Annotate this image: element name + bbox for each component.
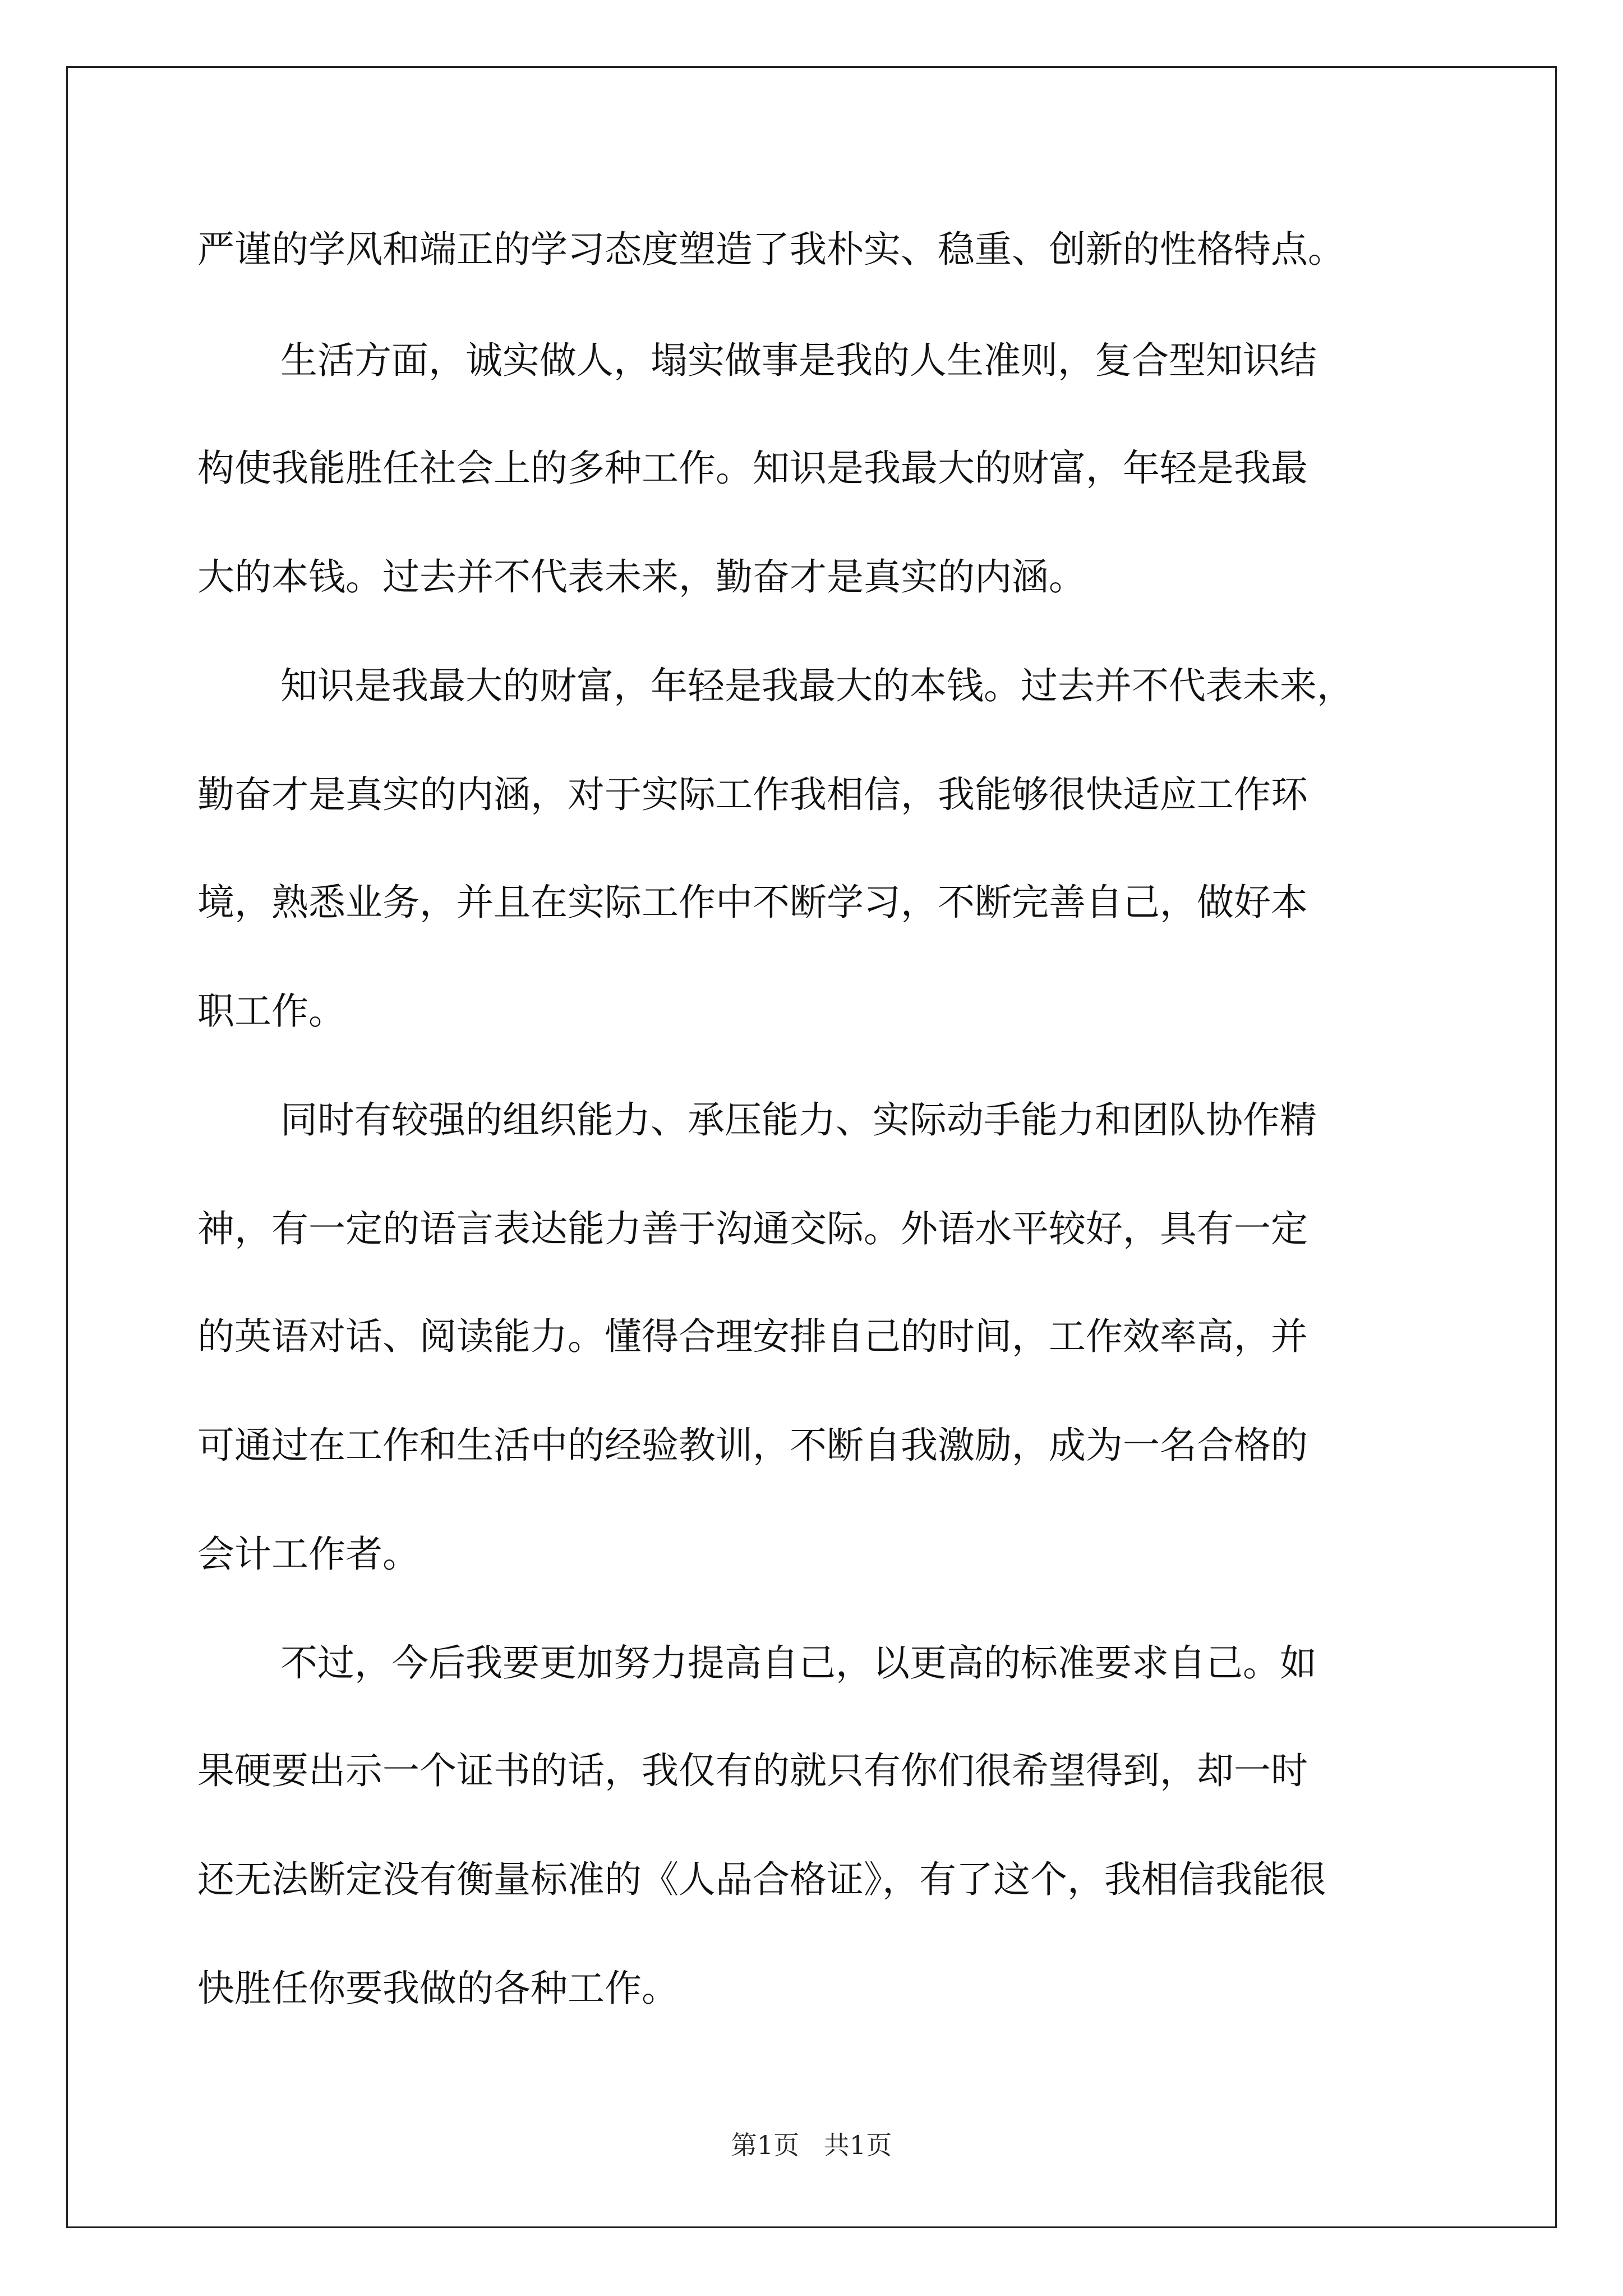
- paragraph-line: 知识是我最大的财富，年轻是我最大的本钱。过去并不代表未来，: [280, 664, 1354, 707]
- paragraph-line: 快胜任你要我做的各种工作。: [197, 1967, 679, 2010]
- paragraph-line: 境，熟悉业务，并且在实际工作中不断学习，不断完善自己，做好本: [197, 881, 1308, 924]
- paragraph-line: 还无法断定没有衡量标准的《人品合格证》，有了这个，我相信我能很: [197, 1858, 1326, 1901]
- paragraph-line: 大的本钱。过去并不代表未来，勤奋才是真实的内涵。: [197, 555, 1086, 599]
- page-border: [66, 66, 1557, 2228]
- paragraph-line: 勤奋才是真实的内涵，对于实际工作我相信，我能够很快适应工作环: [197, 773, 1308, 816]
- paragraph-line: 构使我能胜任社会上的多种工作。知识是我最大的财富，年轻是我最: [197, 447, 1308, 490]
- paragraph-line: 职工作。: [197, 990, 345, 1033]
- paragraph-line: 同时有较强的组织能力、承压能力、实际动手能力和团队协作精: [280, 1098, 1317, 1142]
- paragraph-line: 生活方面，诚实做人，塌实做事是我的人生准则，复合型知识结: [280, 339, 1317, 382]
- paragraph-line: 果硬要出示一个证书的话，我仅有的就只有你们很希望得到，却一时: [197, 1749, 1308, 1792]
- paragraph-line: 的英语对话、阅读能力。懂得合理安排自己的时间，工作效率高，并: [197, 1315, 1308, 1358]
- paragraph-line: 可通过在工作和生活中的经验教训，不断自我激励，成为一名合格的: [197, 1424, 1308, 1467]
- paragraph-line: 不过，今后我要更加努力提高自己，以更高的标准要求自己。如: [280, 1641, 1317, 1685]
- paragraph-line: 严谨的学风和端正的学习态度塑造了我朴实、稳重、创新的性格特点。: [197, 228, 1345, 271]
- page-number-footer: 第1页 共1页: [731, 2130, 892, 2160]
- paragraph-line: 神，有一定的语言表达能力善于沟通交际。外语水平较好，具有一定: [197, 1207, 1308, 1250]
- paragraph-line: 会计工作者。: [197, 1533, 419, 1576]
